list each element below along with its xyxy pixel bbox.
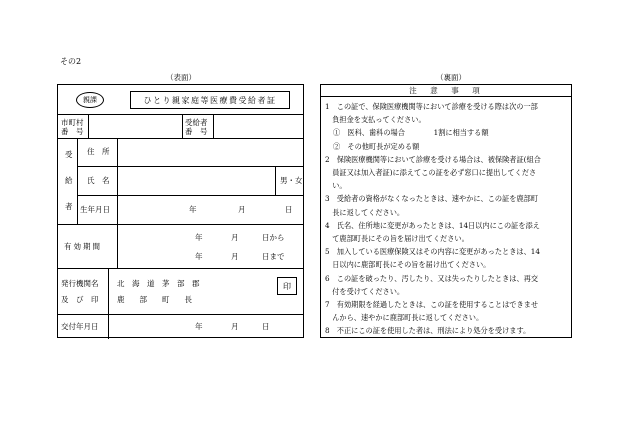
issue-date-label: 交付年月日: [61, 322, 99, 331]
birthdate-row: [77, 196, 303, 225]
birth-year: 年: [189, 205, 197, 214]
number-row: [58, 115, 303, 139]
note-line: 8 不正にこの証を使用した者は、刑法により処分を受けます。: [325, 326, 531, 336]
notes-heading: 注 意 事 項: [321, 85, 571, 97]
note-line: 付を受けてください。: [325, 286, 405, 296]
note-line: ② その他町長が定める額: [333, 141, 420, 151]
address-row: [77, 139, 303, 167]
department-stamp: 親課: [76, 92, 104, 108]
issuer-label-2: 及 び 印: [61, 295, 99, 304]
note-line: 4 氏名、住所地に変更があったときは、14日以内にこの証を添え: [325, 220, 540, 230]
issuer-name-1: 北 海 道 茅 部 郡: [117, 279, 200, 288]
recipient-block: [58, 139, 303, 225]
notes-list: [321, 97, 571, 338]
certificate-front: [57, 84, 304, 338]
note-line: 2 保険医療機関等において診療を受ける場合は、被保険者証(組合: [325, 154, 541, 164]
recipient-label-1: 受: [65, 150, 73, 159]
until-day: 日まで: [262, 252, 285, 261]
address-label: 住 所: [87, 147, 110, 156]
municipality-no-label: 市町村: [61, 118, 84, 127]
recipient-no-label-2: 番 号: [185, 127, 208, 136]
title-row: [58, 85, 303, 115]
note-line: ① 医科、歯科の場合 1割に相当する額: [333, 128, 489, 138]
recipient-no-label: 受給者: [185, 118, 208, 127]
issuer-name-2: 鹿 部 町 長: [117, 295, 192, 304]
note-line: 長に返してください。: [325, 207, 405, 217]
certificate-back: [320, 84, 572, 338]
certificate-title: ひとり親家庭等医療費受給者証: [130, 91, 290, 109]
from-month: 月: [231, 233, 239, 242]
note-line: 6 この証を破ったり、汚したり、又は失ったりしたときは、再交: [325, 273, 539, 283]
validity-label: 有効期間: [64, 242, 102, 251]
note-line: て鹿部町長にその旨を届け出てください。: [325, 234, 469, 244]
official-seal: 印: [277, 277, 297, 295]
note-line: 1 この証で、保険医療機関等において診療を受ける際は次の一部: [325, 102, 538, 111]
birth-day: 日: [285, 205, 293, 214]
gender-field: 男・女: [280, 176, 303, 185]
front-caption: （表面）: [166, 73, 196, 82]
until-month: 月: [231, 252, 239, 261]
note-line: 負担金を支払ってください。: [325, 115, 426, 125]
issuer-label: 発行機関名: [61, 279, 99, 288]
note-line: 5 加入している医療保険又はその内容に変更があったときは、14: [325, 247, 540, 257]
note-line: 3 受給者の資格がなくなったときは、速やかに、この証を鹿部町: [325, 194, 539, 204]
note-line: 日以内に鹿部町長にその旨を届け出てください。: [325, 260, 491, 270]
issue-month: 月: [231, 322, 239, 331]
from-day: 日から: [262, 233, 285, 242]
name-label: 氏 名: [87, 176, 110, 185]
note-line: 7 有効期限を経過したときは、この証を使用することはできませ: [325, 300, 539, 310]
recipient-label-2: 給: [65, 176, 73, 185]
from-year: 年: [195, 233, 203, 242]
until-year: 年: [195, 252, 203, 261]
issuer-row: [58, 269, 303, 315]
issue-date-row: [58, 315, 303, 339]
note-line: い。: [325, 181, 347, 191]
note-line: 員証又は加入者証)に添えてこの証を必ず窓口に提出してくださ: [325, 168, 537, 178]
birthdate-label: 生年月日: [80, 205, 110, 214]
note-line: んから、速やかに鹿部町長に返してください。: [325, 313, 484, 323]
issue-year: 年: [195, 322, 203, 331]
recipient-label-3: 者: [65, 202, 73, 211]
birth-month: 月: [238, 205, 246, 214]
name-row: [77, 167, 303, 196]
issue-day: 日: [262, 322, 270, 331]
municipality-no-label-2: 番 号: [61, 127, 84, 136]
validity-row: [58, 225, 303, 269]
page-label: その2: [60, 57, 82, 66]
back-caption: （裏面）: [436, 73, 466, 82]
